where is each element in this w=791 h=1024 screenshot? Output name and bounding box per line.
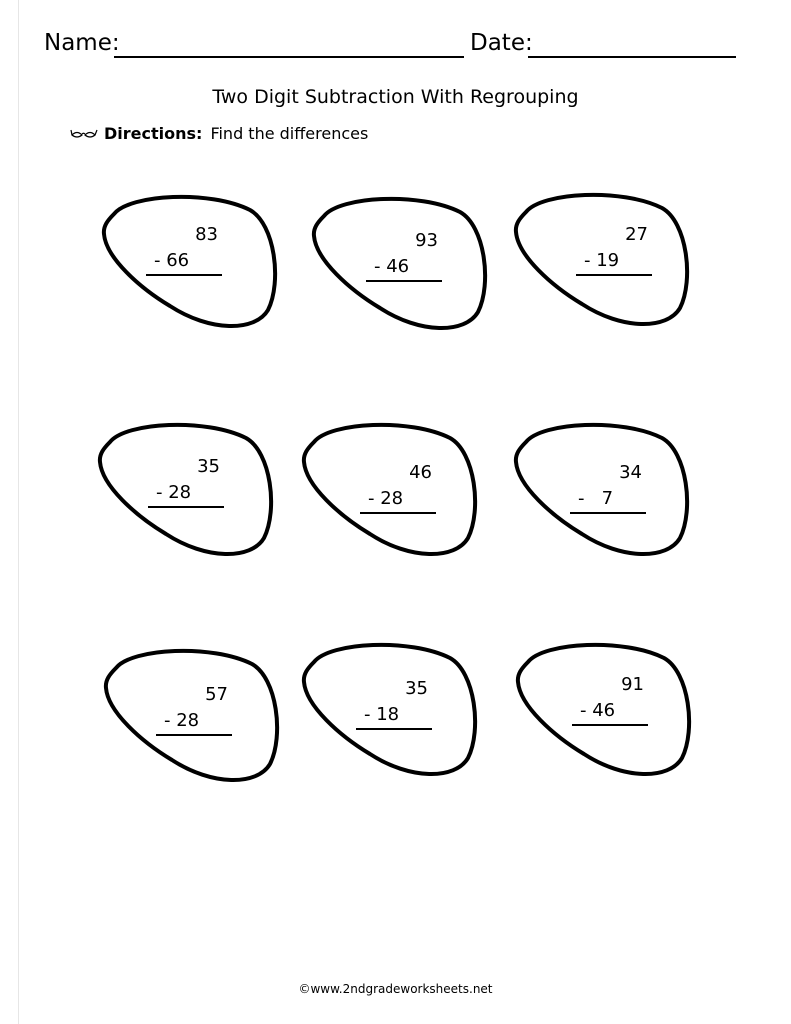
minuend: 34 xyxy=(619,462,642,483)
subtrahend: - 46 xyxy=(374,256,410,277)
egg-problem-9 xyxy=(514,640,694,780)
minuend: 91 xyxy=(621,674,644,695)
subtrahend: - 19 xyxy=(584,250,620,271)
page-edge-line xyxy=(18,0,19,1024)
egg-problem-6 xyxy=(512,420,692,560)
minuend: 57 xyxy=(205,684,228,705)
answer-line xyxy=(360,512,436,514)
directions xyxy=(70,124,368,143)
subtrahend: - 46 xyxy=(580,700,616,721)
answer-line xyxy=(572,724,648,726)
subtrahend: - 28 xyxy=(164,710,200,731)
directions-label: Directions: xyxy=(104,124,203,143)
minuend: 35 xyxy=(197,456,220,477)
answer-line xyxy=(148,506,224,508)
minuend: 93 xyxy=(415,230,438,251)
answer-line xyxy=(156,734,232,736)
minuend: 83 xyxy=(195,224,218,245)
egg-problem-2 xyxy=(310,194,490,334)
egg-problem-4 xyxy=(96,420,276,560)
answer-line xyxy=(576,274,652,276)
egg-problem-7 xyxy=(102,646,282,786)
egg-problem-8 xyxy=(300,640,480,780)
subtrahend: - 28 xyxy=(368,488,404,509)
answer-line xyxy=(570,512,646,514)
subtrahend: - 66 xyxy=(154,250,190,271)
subtrahend: - 28 xyxy=(156,482,192,503)
answer-line xyxy=(356,728,432,730)
minuend: 46 xyxy=(409,462,432,483)
egg-problem-1 xyxy=(100,192,280,332)
glasses-icon xyxy=(70,127,98,141)
minuend: 27 xyxy=(625,224,648,245)
answer-line xyxy=(146,274,222,276)
name-blank-line xyxy=(114,56,464,58)
directions-text: Find the differences xyxy=(210,124,369,143)
subtrahend: - 18 xyxy=(364,704,400,725)
date-blank-line xyxy=(528,56,736,58)
egg-problem-5 xyxy=(300,420,480,560)
subtrahend: - 7 xyxy=(578,488,614,509)
copyright-footer: ©www.2ndgradeworksheets.net xyxy=(298,982,493,996)
name-label: Name: xyxy=(44,30,120,56)
egg-problem-3 xyxy=(512,190,692,330)
answer-line xyxy=(366,280,442,282)
minuend: 35 xyxy=(405,678,428,699)
page-title: Two Digit Subtraction With Regrouping xyxy=(212,86,579,108)
egg-outline xyxy=(100,192,280,332)
date-label: Date: xyxy=(470,30,533,56)
